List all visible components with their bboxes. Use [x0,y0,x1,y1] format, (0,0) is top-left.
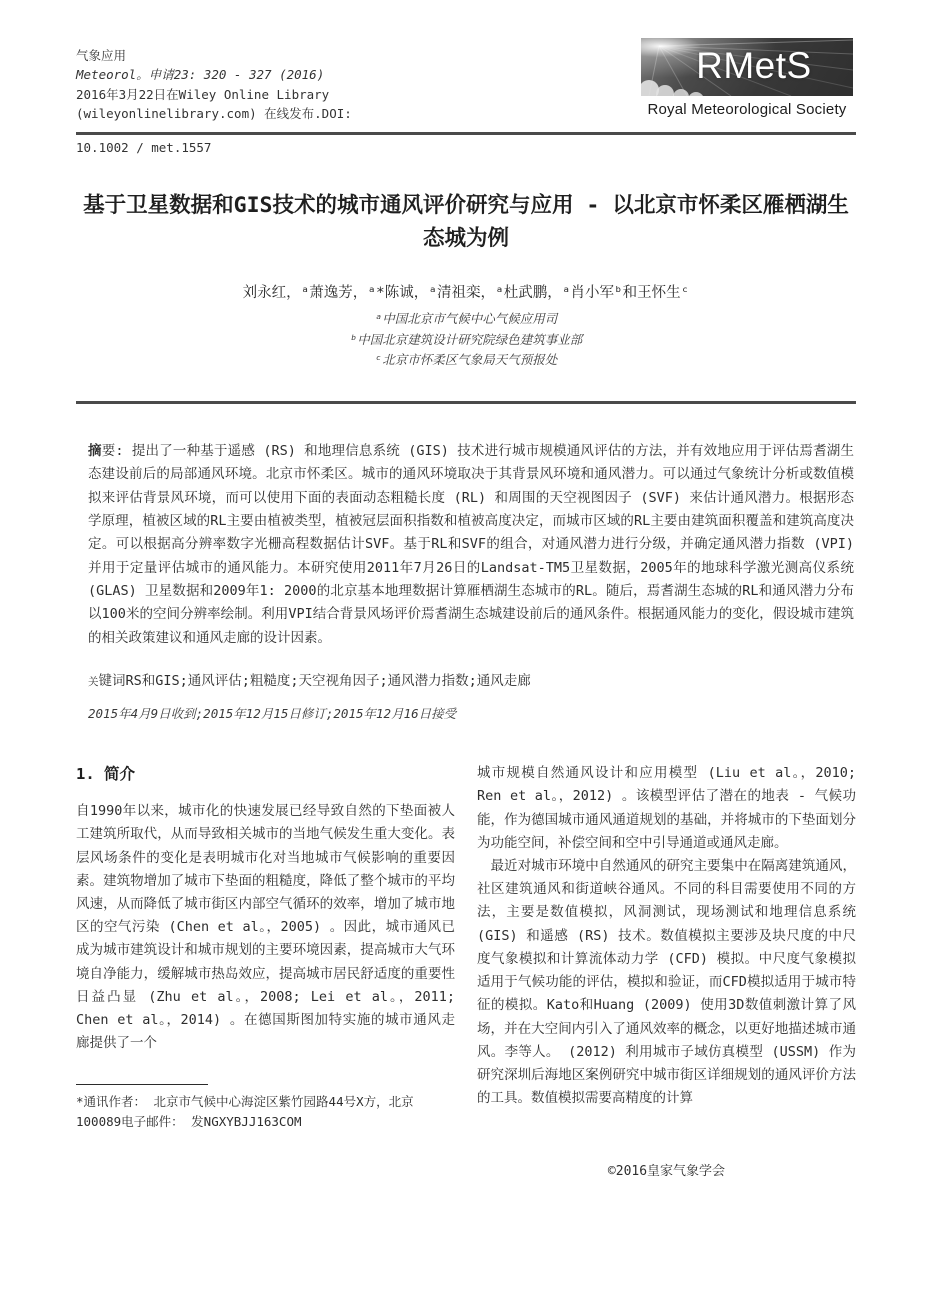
section-heading-introduction: 1. 简介 [76,765,135,784]
keywords-line [88,669,856,689]
intro-left-paragraph: 自1990年以来，城市化的快速发展已经导致自然的下垫面被人工建筑所取代，从而导致相关城市的当地气候发生重大变化。表层风场条件的变化是表明城市化对当地城市气候影响的重要因素。建筑物增加了城市下垫面的粗糙度，降低了整个城市的平均风速，从而降低了城市街区内部空气循环的效率，增加了城市地区的空气污染 (Chen et al。，2005) 。因此，城市通风已成为城市建筑设计和城市规划的主要环境因素，提高城市大气环境自净能力，缓解城市热岛效应，提高城市居民舒适度的重要性日益凸显 (Zhu et al。，2008; Lei et al。，2011; Chen et al。，2014) 。在德国斯图加特实施的城市通风走廊提供了一个 [76,803,455,1052]
affiliation-a: ᵃ中国北京市气候中心气候应用司 [374,311,558,327]
keywords-text: 键词RS和GIS;通风评估;粗糙度;天空视角因子;通风潜力指数;通风走廊 [98,673,531,690]
footnote-text: *通讯作者： 北京市气候中心海淀区紫竹园路44号X方，北京100089电子邮件： 发NGXYBJJ163COM [76,1093,414,1129]
footnote-rule [76,1084,208,1085]
dates-line: 2015年4月9日收到;2015年12月15日修订;2015年12月16日接受 [88,706,457,722]
two-column-body [76,762,856,1179]
left-column [76,762,455,1179]
masthead [76,0,856,124]
divider-rule-abstract [76,401,856,404]
abstract-paragraph [88,440,854,650]
authors-line: 刘永红，ᵃ萧逸芳，ᵃ*陈诚，ᵃ清祖栾，ᵃ杜武鹏，ᵃ肖小军ᵇ和王怀生ᶜ [242,285,690,302]
journal-reference: Meteorol。申请23: 320 - 327 (2016) [76,67,325,83]
copyright-line: ©2016皇家气象学会 [607,1164,726,1180]
abstract-label-rest: 要: [101,443,132,459]
doi: 10.1002 / met.1557 [76,139,212,155]
right-column [477,762,856,1179]
affiliation-b: ᵇ中国北京建筑设计研究院绿色建筑事业部 [349,331,583,347]
intro-right-paragraph-2: 最近对城市环境中自然通风的研究主要集中在隔离建筑通风，社区建筑通风和街道峡谷通风。不同的科目需要使用不同的方法，主要是数值模拟，风洞测试，现场测试和地理信息系统 (GIS) 和遥感 (RS) 技术。数值模拟主要涉及块尺度的中尺度气象模拟和计算流体动力学 (CFD) 模拟。中尺度气象模拟适用于气候功能的评估，模拟和验证，而CFD模拟适用于城市特征的模拟。Kato和Huang (2009) 使用3D数值刺激计算了风场，并在大空间内引入了通风效率的概念，以更好地描述城市通风。李等人。 (2012) 利用城市子域仿真模型 (USSM) 作为研究深圳后海地区案例研究中城市街区详细规划的通风评价方法的工具。数值模拟需要高精度的计算 [477,857,856,1107]
rmets-logo-text: RMetS [696,45,812,87]
affiliation-c: ᶜ北京市怀柔区气象局天气预报处 [374,352,558,368]
page-title: 基于卫星数据和GIS技术的城市通风评价研究与应用 - 以北京市怀柔区雁栖湖生态城为例 [83,192,849,251]
publish-date-line: 2016年3月22日在Wiley Online Library [76,86,330,102]
publish-site-line: (wileyonlinelibrary.com) 在线发布.DOI: [76,106,352,122]
abstract-label-bold: 摘 [88,443,102,459]
divider-rule-top [76,132,856,135]
journal-info [76,46,352,124]
publisher-logo-block [638,38,856,118]
abstract-text: 提出了一种基于遥感 (RS) 和地理信息系统 (GIS) 技术进行城市规模通风评估的方法，并有效地应用于评估焉耆湖生态建设前后的局部通风环境。北京市怀柔区。城市的通风环境取决于其背景风环境和通风潜力。可以通过气象统计分析或数值模拟来评估背景风环境，而可以使用下面的表面动态粗糙长度 (RL) 和周围的天空视图因子 (SVF) 来估计通风潜力。根据形态学原理，植被区域的RL主要由植被类型，植被冠层面积指数和植被高度决定，而城市区域的RL主要由建筑面积覆盖和建筑高度决定。可以根据高分辨率数字光栅高程数据估计SVF。基于RL和SVF的组合，对通风潜力进行分级，并确定通风潜力指数 (VPI) 并用于定量评估城市的通风能力。本研究使用2011年7月26日的Landsat-TM5卫星数据，2005年的地球科学激光测高仪系统 (GLAS) 卫星数据和2009年1: 2000的北京基本地理数据计算雁栖湖生态城市的RL。随后，焉耆湖生态城的RL和通风潜力分布以100米的空间分辨率绘制。利用VPI结合背景风场评价焉耆湖生态城建设前后的通风条件。根据通风能力的变化，假设城市建筑的相关政策建议和通风走廊的设计因素。 [88,443,854,646]
rmets-logo-caption: Royal Meteorological Society [647,101,847,118]
journal-name: 气象应用 [76,48,127,63]
keywords-prefix: 关 [88,676,99,689]
corresponding-author-footnote [76,1084,455,1133]
rmets-logo [641,38,853,96]
affiliations [76,309,856,371]
intro-right-paragraph-1: 城市规模自然通风设计和应用模型 (Liu et al。，2010; Ren et al。，2012) 。该模型评估了潜在的地表 - 气候功能，作为德国城市通风通道规划的基础，并将城市的下垫面划分为功能空间，补偿空间和空中引导通道或通风走廊。 [477,765,856,851]
